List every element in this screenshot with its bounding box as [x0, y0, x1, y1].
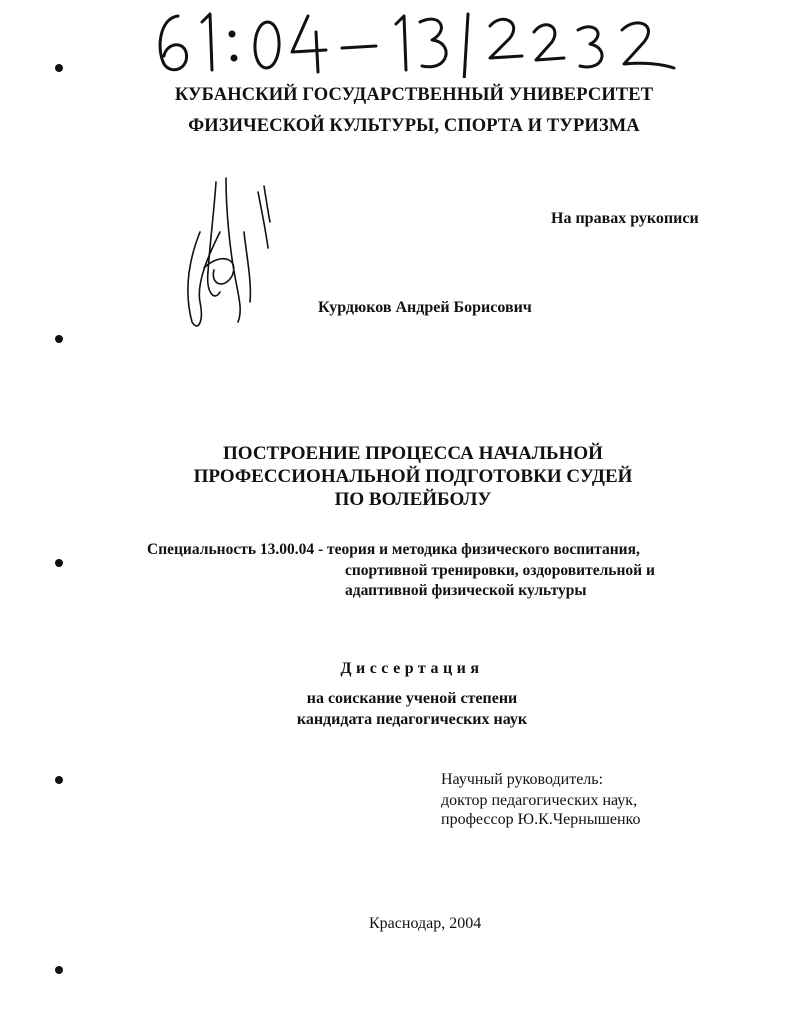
specialty-line-3: адаптивной физической культуры — [345, 582, 587, 599]
punch-hole — [55, 559, 63, 567]
handwritten-archive-code — [150, 8, 680, 78]
punch-hole — [55, 776, 63, 784]
advisor-degree: доктор педагогических наук, — [441, 792, 638, 809]
dissertation-title-line-2: ПРОФЕССИОНАЛЬНОЙ ПОДГОТОВКИ СУДЕЙ — [193, 466, 633, 487]
signature — [180, 172, 275, 334]
punch-hole — [55, 966, 63, 974]
manuscript-rights-note: На правах рукописи — [551, 210, 699, 227]
punch-hole — [55, 64, 63, 72]
work-type: Диссертация — [340, 660, 484, 677]
place-and-year: Краснодар, 2004 — [369, 915, 482, 932]
dissertation-title-line-3: ПО ВОЛЕЙБОЛУ — [334, 489, 492, 510]
university-name-line-2: ФИЗИЧЕСКОЙ КУЛЬТУРЫ, СПОРТА И ТУРИЗМА — [188, 116, 640, 136]
author-name: Курдюков Андрей Борисович — [318, 299, 532, 316]
degree-line-2: кандидата педагогических наук — [296, 711, 528, 728]
specialty-line-2: спортивной тренировки, оздоровительной и — [345, 562, 655, 579]
university-name-line-1: КУБАНСКИЙ ГОСУДАРСТВЕННЫЙ УНИВЕРСИТЕТ — [174, 85, 654, 105]
specialty-line-1: Специальность 13.00.04 - теория и методика физического воспитания, — [147, 541, 640, 558]
punch-hole — [55, 335, 63, 343]
dissertation-title-line-1: ПОСТРОЕНИЕ ПРОЦЕССА НАЧАЛЬНОЙ — [223, 443, 603, 464]
advisor-label: Научный руководитель: — [441, 771, 604, 788]
degree-line-1: на соискание ученой степени — [306, 690, 518, 707]
advisor-name: профессор Ю.К.Чернышенко — [441, 811, 641, 828]
